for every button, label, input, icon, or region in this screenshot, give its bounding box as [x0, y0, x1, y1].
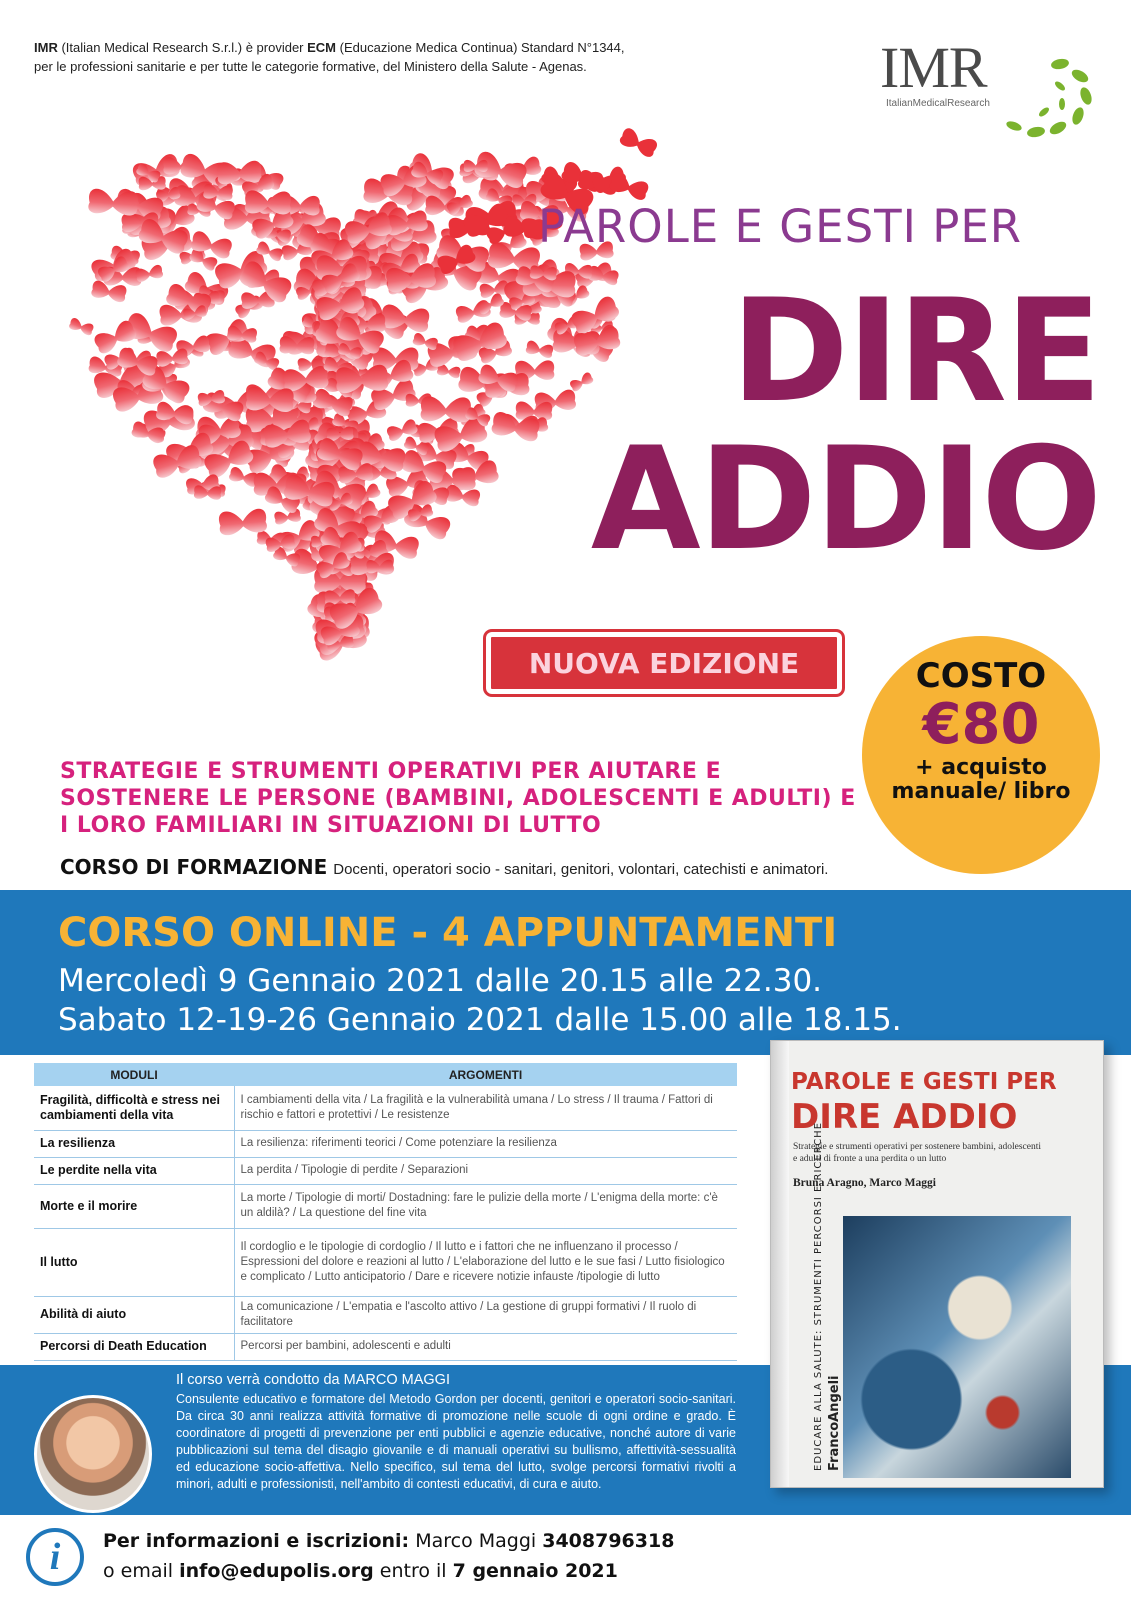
course-type	[60, 855, 828, 879]
book-publisher: FrancoAngeli	[827, 1375, 842, 1471]
info-icon: i	[26, 1528, 84, 1586]
logo-subtext: ItalianMedicalResearch	[886, 98, 990, 109]
module-topics: La resilienza: riferimenti teorici / Come potenziare la resilienza	[234, 1130, 737, 1157]
butterfly-icon	[420, 396, 471, 423]
module-name: Il lutto	[34, 1228, 234, 1296]
logo-text: IMR	[880, 35, 987, 100]
book-authors: Bruna Aragno, Marco Maggi	[793, 1177, 936, 1189]
butterfly-icon	[88, 188, 138, 216]
price-note: + acquisto manuale/ libro	[891, 755, 1071, 804]
butterfly-icon	[218, 508, 267, 536]
title-dire: DIRE	[730, 269, 1100, 434]
module-name: La resilienza	[34, 1130, 234, 1157]
info-email-mid: entro il	[373, 1560, 453, 1582]
title-addio: ADDIO	[590, 417, 1100, 582]
provider-text-1: (Italian Medical Research S.r.l.) è provider	[57, 40, 308, 55]
course-audience: Docenti, operatori socio - sanitari, genitori, volontari, catechisti e animatori.	[333, 861, 829, 878]
module-topics: La perdita / Tipologie di perdite / Separazioni	[234, 1157, 737, 1184]
online-title: CORSO ONLINE - 4 APPUNTAMENTI	[58, 910, 838, 956]
module-topics: Percorsi per bambini, adolescenti e adulti	[234, 1333, 737, 1360]
date-line-1: Mercoledì 9 Gennaio 2021 dalle 20.15 alle 22.30.	[58, 963, 823, 999]
program-table	[34, 1063, 737, 1361]
price-amount: €80	[922, 692, 1040, 757]
table-row	[34, 1333, 737, 1360]
module-topics: La comunicazione / L'empatia e l'ascolto attivo / La gestione di gruppi formativi / Il ruolo di facilitatore	[234, 1296, 737, 1333]
table-row	[34, 1130, 737, 1157]
butterfly-icon	[135, 264, 164, 283]
instructor-bio: Consulente educativo e formatore del Metodo Gordon per docenti, genitori e operatori socio-sanitari. Da circa 30 anni realizza attività formative di promozione nelle scuole di ogni ordine e grado. È coordinatore di progetti di prevenzione per enti pubblici e agenzie educative, nonché autore di varie pubblicazioni sul tema del disagio giovanile e di manuali operativi su bullismo, affettività-sessualità ed educazione socio-affettiva. Nello specifico, sul tema del lutto, svolge percorsi formativi rivolti a minori, adulti e professionisti, nell'ambito di contesti educativi, di cura e aiuto.	[176, 1392, 736, 1491]
new-edition-badge: NUOVA EDIZIONE	[486, 632, 842, 694]
book-series: EDUCARE ALLA SALUTE: STRUMENTI PERCORSI E RICERCHE	[813, 1121, 824, 1471]
module-name: Morte e il morire	[34, 1184, 234, 1228]
course-label: CORSO DI FORMAZIONE	[60, 855, 328, 879]
table-row	[34, 1157, 737, 1184]
book-artwork	[843, 1216, 1071, 1478]
module-topics: La morte / Tipologie di morti/ Dostadning: fare le pulizie della morte / L'enigma della morte: c'è un aldilà? / La questione del fine vita	[234, 1184, 737, 1228]
price-circle	[862, 636, 1100, 874]
butterfly-icon	[386, 418, 419, 442]
butterfly-icon	[68, 317, 94, 336]
module-topics: I cambiamenti della vita / La fragilità e la vulnerabilità umana / Lo stress / Il trauma / Fattori di rischio e fattori e protettivi / Le resistenze	[234, 1086, 737, 1130]
module-name: Fragilità, difficoltà e stress nei cambiamenti della vita	[34, 1086, 234, 1130]
table-row	[34, 1184, 737, 1228]
provider-text-2: (Educazione Medica Continua) Standard N°1344, per le professioni sanitarie e per tutte le categorie formative, del Ministero della Salute - Agenas.	[34, 40, 625, 74]
header-moduli: MODULI	[34, 1063, 234, 1086]
info-deadline: 7 gennaio 2021	[452, 1560, 618, 1582]
module-name: Percorsi di Death Education	[34, 1333, 234, 1360]
table-row	[34, 1296, 737, 1333]
logo-leaves-icon	[1000, 56, 1100, 146]
avatar	[34, 1395, 152, 1513]
butterfly-icon	[608, 171, 650, 201]
butterfly-icon	[412, 332, 439, 351]
title-main	[470, 269, 1130, 582]
info-email[interactable]: info@edupolis.org	[179, 1560, 374, 1582]
info-line-1	[103, 1530, 674, 1552]
table-row	[34, 1228, 737, 1296]
info-label: Per informazioni e iscrizioni:	[103, 1530, 410, 1552]
header-argomenti: ARGOMENTI	[234, 1063, 737, 1086]
info-line-2	[103, 1560, 618, 1582]
imr-logo	[880, 35, 1100, 148]
module-name: Le perdite nella vita	[34, 1157, 234, 1184]
book-subtitle: Strategie e strumenti operativi per sostenere bambini, adolescenti e adulti di fronte a una perdita o un lutto	[793, 1142, 1041, 1164]
instructor-heading: Il corso verrà condotto da MARCO MAGGI	[176, 1372, 450, 1388]
price-label: COSTO	[915, 656, 1047, 696]
book-title-1: PAROLE E GESTI PER	[791, 1069, 1057, 1095]
info-phone[interactable]: 3408796318	[542, 1530, 675, 1552]
module-topics: Il cordoglio e le tipologie di cordoglio / Il lutto e i fattori che ne influenzano il processo / Espressioni del dolore e reazioni al lutto / L'elaborazione del lutto e le sue fasi / Lutto fisiologico e complicato / Lutto anticipatorio / Dare e ricevere notizie infauste /tipologie di lutto	[234, 1228, 737, 1296]
strategies-text: STRATEGIE E STRUMENTI OPERATIVI PER AIUTARE E SOSTENERE LE PERSONE (BAMBINI, ADOLESCENTI E ADULTI) E I LORO FAMILIARI IN SITUAZIONI DI LUTTO	[60, 759, 856, 838]
info-email-pre: o email	[103, 1560, 180, 1582]
book-title-2: DIRE ADDIO	[791, 1097, 1018, 1137]
title-line-1: PAROLE E GESTI PER	[538, 200, 1023, 253]
module-name: Abilità di aiuto	[34, 1296, 234, 1333]
date-line-2: Sabato 12-19-26 Gennaio 2021 dalle 15.00 alle 18.15.	[58, 1002, 902, 1038]
butterfly-icon	[618, 126, 659, 158]
provider-ecm: ECM	[307, 40, 337, 55]
provider-imr: IMR	[34, 40, 58, 55]
table-row	[34, 1086, 737, 1130]
book-cover	[770, 1040, 1104, 1488]
info-name: Marco Maggi	[409, 1530, 543, 1552]
book-spine	[771, 1041, 789, 1487]
provider-statement	[34, 38, 634, 76]
